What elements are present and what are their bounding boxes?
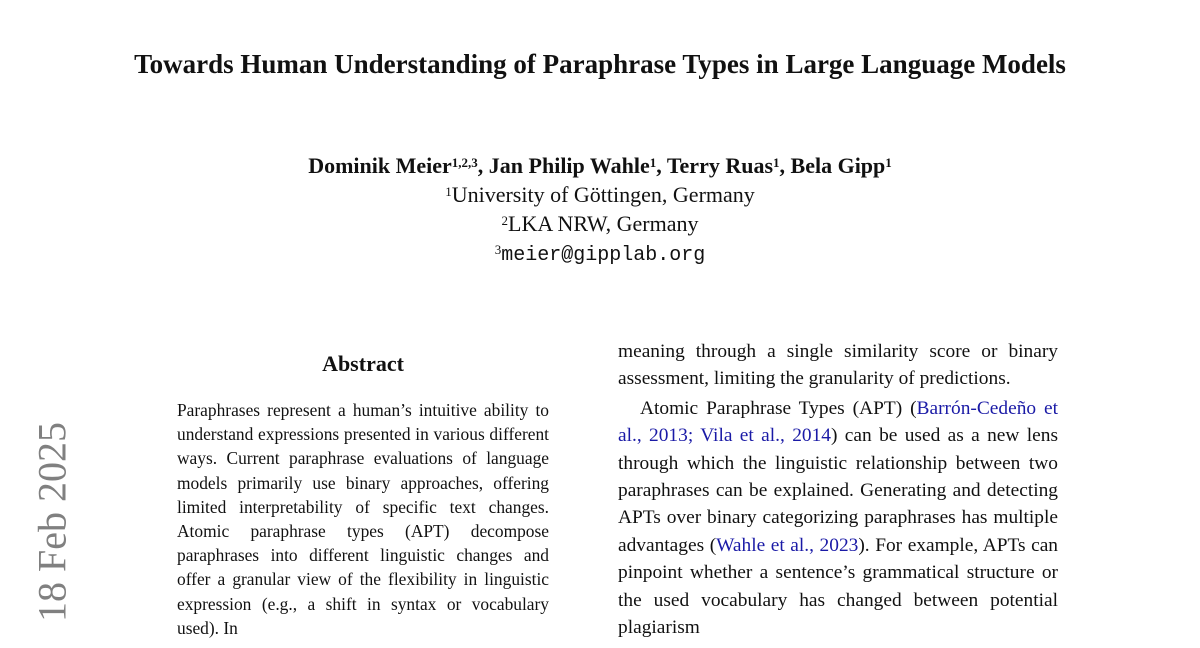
affiliation-sup: 2 (501, 213, 509, 228)
affiliation-text: University of Göttingen, Germany (451, 182, 755, 207)
affiliation-text: LKA NRW, Germany (508, 211, 699, 236)
paragraph-text: ). For example, APTs can pinpoint whether a sentence’s grammatical structure or the used vocabulary has changed between potential plagiarism (618, 534, 1058, 639)
author-affil-sup: 1,2,3 (451, 155, 478, 170)
paragraph-text: Atomic Paraphrase Types (APT) ( (640, 397, 917, 419)
author-affil-sup: 1 (649, 155, 657, 170)
affiliation-2 (100, 210, 1100, 238)
affiliation-sup: 3 (494, 242, 502, 257)
arxiv-date-stamp: 18 Feb 2025 (29, 422, 75, 622)
affiliation-1 (100, 181, 1100, 209)
abstract-text: Paraphrases represent a human’s intuitive ability to understand expressions presented in various different ways. Current paraphrase evaluations of language models primarily use binary approaches, offering limited interpretability of specific text changes. Atomic paraphrase types (APT) decompose paraphrases into different linguistic changes and offer a granular view of the flexibility in linguistic expression (e.g., a shift in syntax or vocabulary used). In (177, 400, 549, 638)
right-column (618, 338, 1058, 641)
abstract-heading: Abstract (322, 351, 404, 376)
author-name: Jan Philip Wahle (488, 153, 650, 178)
author-name: Bela Gipp (790, 153, 886, 178)
affiliation-sup: 1 (445, 184, 452, 199)
author-name: Dominik Meier (308, 153, 452, 178)
citation-link[interactable]: Wahle et al., 2023 (716, 534, 859, 556)
author-affil-sup: 1 (773, 155, 780, 170)
paper-title: Towards Human Understanding of Paraphrase Types in Large Language Models (134, 49, 1066, 79)
author-name: Terry Ruas (666, 153, 774, 178)
citation-link[interactable]: Barrón-Cedeño et al., 2013; Vila et al., 2014 (618, 397, 1058, 447)
paragraph-text: ) can be used as a new lens through which the linguistic relationship between two paraphrases can be explained. Generating and detecting APTs over binary categorizing paraphrases has multiple advantages ( (618, 425, 1058, 556)
author-list: Dominik Meier$^{1,2,3}$, Jan Philip Wahle$^1$, Terry Ruas$^1$, Bela Gipp$^1$ (308, 153, 892, 178)
right-paragraph-2 (618, 395, 1058, 642)
affiliation-3 (100, 239, 1100, 270)
author-email: meier@gipplab.org (501, 244, 706, 267)
right-paragraph-1: meaning through a single similarity score or binary assessment, limiting the granularity of predictions. (618, 341, 1058, 390)
author-affil-sup: 1 (885, 155, 892, 170)
